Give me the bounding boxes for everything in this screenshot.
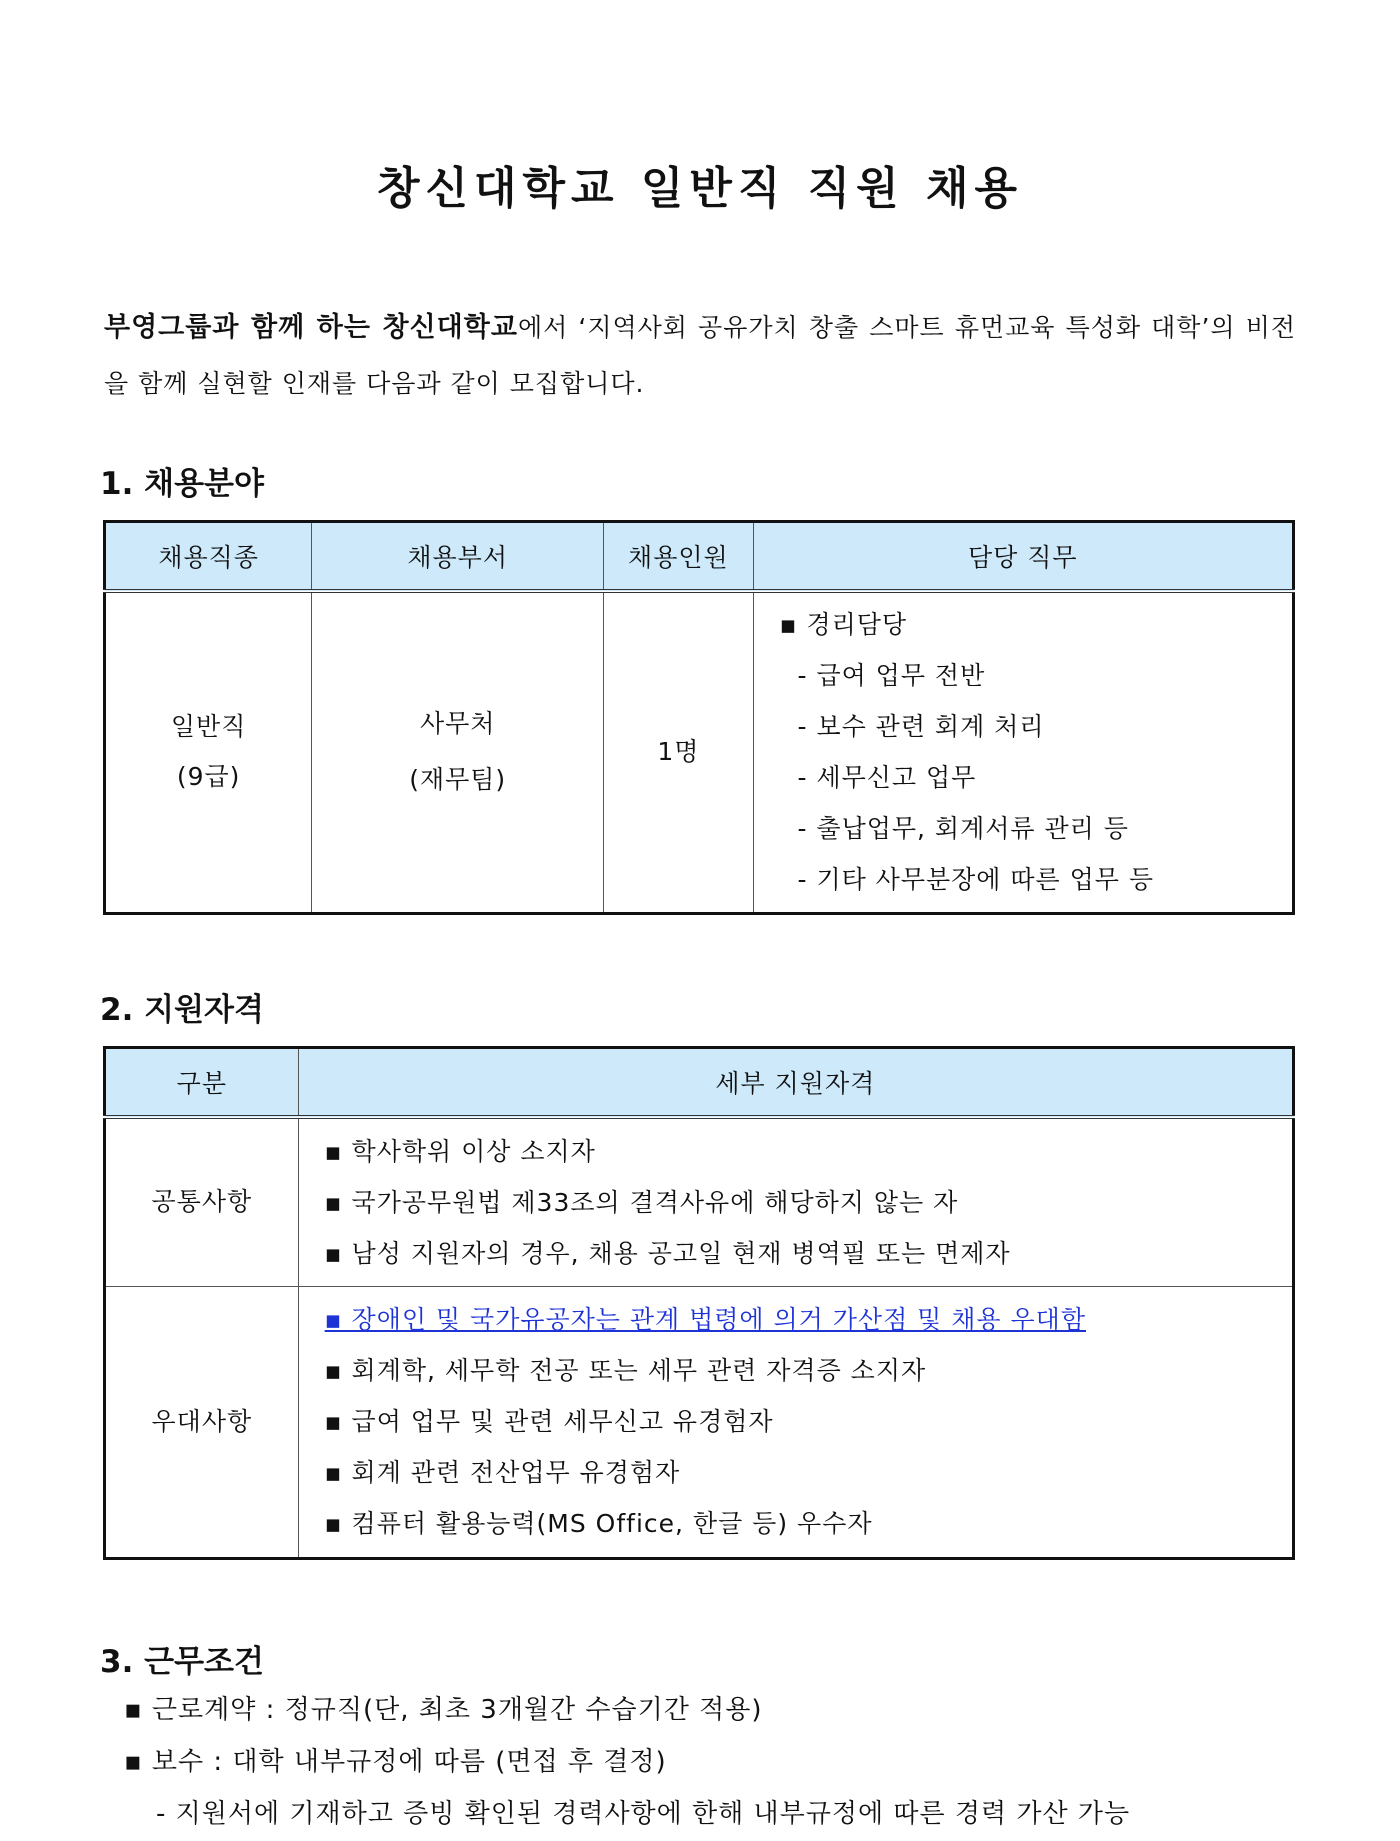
duty-item: - 출납업무, 회계서류 관리 등 [779, 814, 1129, 844]
duty-item: - 급여 업무 전반 [779, 661, 986, 691]
section-3-heading: 3. 근무조건 [100, 1644, 264, 1680]
cell-department [312, 591, 604, 913]
cell-preferred-label: 우대사항 [105, 1286, 299, 1558]
preferred-item: ▪ 회계학, 세무학 전공 또는 세무 관련 자격증 소지자 [324, 1356, 927, 1385]
work-conditions-list [124, 1684, 1130, 1840]
section-1-heading: 1. 채용분야 [100, 466, 264, 502]
common-item: ▪ 학사학위 이상 소지자 [324, 1136, 596, 1166]
intro-bold: 부영그룹과 함께 하는 창신대학교 [104, 312, 518, 343]
preferred-item: ▪ 회계 관련 전산업무 유경험자 [324, 1458, 681, 1487]
intro-paragraph [104, 300, 1296, 412]
page-title: 창신대학교 일반직 직원 채용 [376, 163, 1023, 214]
condition-sub-item: - 지원서에 기재하고 증빙 확인된 경력사항에 한해 내부규정에 따른 경력 가산 가능 [156, 1799, 1131, 1829]
header-duties: 담당 직무 [753, 522, 1293, 592]
dept-line2: (재무팀) [409, 765, 507, 795]
condition-item: ▪ 근로계약 : 정규직(단, 최초 3개월간 수습기간 적용) [124, 1695, 763, 1725]
cell-common-label: 공통사항 [105, 1117, 299, 1286]
header-category: 구분 [105, 1048, 299, 1118]
header-job-type: 채용직종 [105, 522, 312, 592]
cell-job-type [105, 591, 312, 913]
header-details: 세부 지원자격 [298, 1048, 1293, 1118]
duty-item: - 기타 사무분장에 따른 업무 등 [779, 865, 1155, 895]
condition-item: ▪ 보수 : 대학 내부규정에 따름 (면접 후 결정) [124, 1747, 667, 1777]
duty-item: - 세무신고 업무 [779, 763, 977, 793]
cell-common-items [298, 1117, 1293, 1286]
common-item: ▪ 국가공무원법 제33조의 결격사유에 해당하지 않는 자 [324, 1187, 959, 1217]
cell-headcount: 1명 [604, 591, 753, 913]
job-type-line1: 일반직 [170, 712, 247, 742]
header-headcount: 채용인원 [604, 522, 753, 592]
job-type-line2: (9급) [176, 762, 241, 792]
qualification-table [103, 1046, 1295, 1560]
preferred-link-item[interactable]: ▪ 장애인 및 국가유공자는 관계 법령에 의거 가산점 및 채용 우대함 [324, 1305, 1086, 1334]
common-item: ▪ 남성 지원자의 경우, 채용 공고일 현재 병역필 또는 면제자 [324, 1238, 1011, 1268]
duty-item: - 보수 관련 회계 처리 [779, 712, 1045, 742]
intro-text: 에서 ‘지역사회 공유가치 창출 스마트 휴먼교육 특성화 대학’의 비전을 함께 실현할 인재를 다음과 같이 모집합니다. [104, 313, 1296, 398]
cell-duties [753, 591, 1293, 913]
duty-item: ▪ 경리담당 [779, 610, 908, 640]
header-department: 채용부서 [312, 522, 604, 592]
dept-line1: 사무처 [419, 709, 496, 739]
cell-preferred-items [298, 1286, 1293, 1558]
recruit-field-table [103, 520, 1295, 915]
preferred-item: ▪ 급여 업무 및 관련 세무신고 유경험자 [324, 1407, 774, 1436]
section-2-heading: 2. 지원자격 [100, 992, 264, 1028]
preferred-item: ▪ 컴퓨터 활용능력(MS Office, 한글 등) 우수자 [324, 1509, 873, 1538]
